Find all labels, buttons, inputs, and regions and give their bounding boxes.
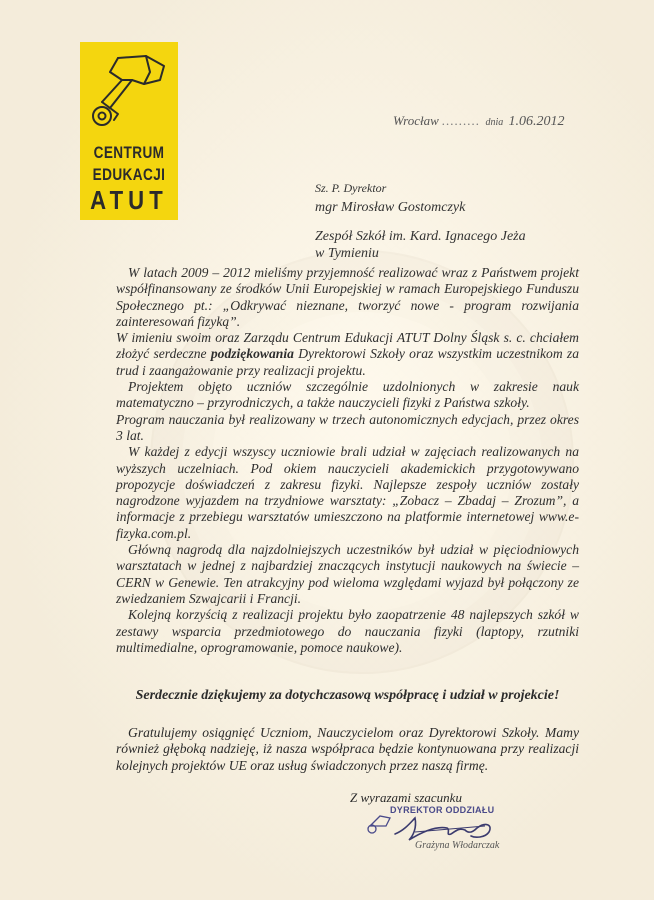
paragraph-5: W każdej z edycji wszyscy uczniowie brali udział w zajęciach realizowanych na wyższych uczelniach. Pod okiem nauczycieli akademickich przygotowywano propozycje doświadczeń z zakresu fizyki. Najlepsze zespoły uczniów zostały nagrodzone wyjazdem na trzydniowe warsztaty: „Zobacz – Zbadaj – Zrozum”, a informacje z przebiegu warsztatów umieszczono na platformie internetowej www.e-fizyka.com.pl. bbox=[116, 444, 579, 541]
letter-date: 1.06.2012 bbox=[508, 114, 565, 129]
dots: ......... bbox=[442, 113, 481, 128]
day-word: dnia bbox=[485, 117, 504, 128]
emphasis-thanks: podziękowania bbox=[210, 346, 294, 362]
place-and-date bbox=[393, 113, 565, 130]
letter-body bbox=[116, 265, 579, 656]
stamp-title: DYREKTOR ODDZIAŁU bbox=[390, 805, 495, 815]
place: Wrocław bbox=[393, 113, 439, 128]
paragraph-3: Projektem objęto uczniów szczególnie uzdolnionych w zakresie nauk matematyczno – przyrodniczych, a także nauczycieli fizyki z Państwa szkoły. bbox=[116, 379, 579, 411]
logo-text-centrum: CENTRUM bbox=[93, 143, 165, 162]
recipient-name: mgr Mirosław Gostomczyk bbox=[315, 200, 466, 215]
paragraph-1: W latach 2009 – 2012 mieliśmy przyjemność realizować wraz z Państwem projekt współfinansowany ze środków Unii Europejskiej w ramach Europejskiego Funduszu Społecznego pt.: „Odkrywać nieznane, tworzyć nowe - program rozwijania zainteresowań fizyką”. bbox=[116, 265, 579, 329]
centrum-edukacji-atut-logo bbox=[80, 42, 178, 220]
recipient-school: Zespół Szkół im. Kard. Ignacego Jeża bbox=[315, 229, 526, 244]
hand-key-icon bbox=[88, 50, 170, 138]
closing-paragraph: Gratulujemy osiągnięć Uczniom, Nauczycielom oraz Dyrektorowi Szkoły. Mamy również głęboką nadzieję, iż nasza współpraca będzie kontynuowana przy realizacji kolejnych projektów UE oraz usług świadczonych przez naszą firmę. bbox=[116, 725, 579, 773]
recipient-town: w Tymieniu bbox=[315, 246, 379, 261]
logo-text-atut: ATUT bbox=[90, 185, 168, 215]
recipient-salutation: Sz. P. Dyrektor bbox=[315, 181, 387, 195]
paragraph-6: Główną nagrodą dla najzdolniejszych uczestników był udział w pięciodniowych warsztatach w jednej z najbardziej znaczących instytucji naukowych na świecie – CERN w Genewie. Ten atrakcyjny pod wieloma względami wyjazd był połączony ze zwiedzaniem Szwajcarii i Francji. bbox=[116, 542, 579, 606]
paragraph-7: Kolejną korzyścią z realizacji projektu było zaopatrzenie 48 najlepszych szkół w zestawy wsparcia przedmiotowego do nauczania fizyki (laptopy, rzutniki multimedialne, oprogramowanie, pomoce naukowe). bbox=[116, 607, 579, 655]
regards-line: Z wyrazami szacunku bbox=[350, 790, 462, 805]
paragraph-2: W imieniu swoim oraz Zarządu Centrum Edukacji ATUT Dolny Śląsk s. c. chciałem złożyć serdeczne podziękowania Dyrektorowi Szkoły oraz wszystkim uczestnikom za trud i zaangażowanie przy realizacji projektu. bbox=[116, 330, 579, 378]
stamp-name: Grażyna Włodarczak bbox=[415, 840, 500, 851]
logo-text-edukacji: EDUKACJI bbox=[92, 165, 166, 184]
paragraph-4: Program nauczania był realizowany w trzech autonomicznych edycjach, przez okres 3 lat. bbox=[116, 411, 579, 443]
thanks-line: Serdecznie dziękujemy za dotychczasową współpracę i udział w projekcie! bbox=[135, 688, 560, 703]
